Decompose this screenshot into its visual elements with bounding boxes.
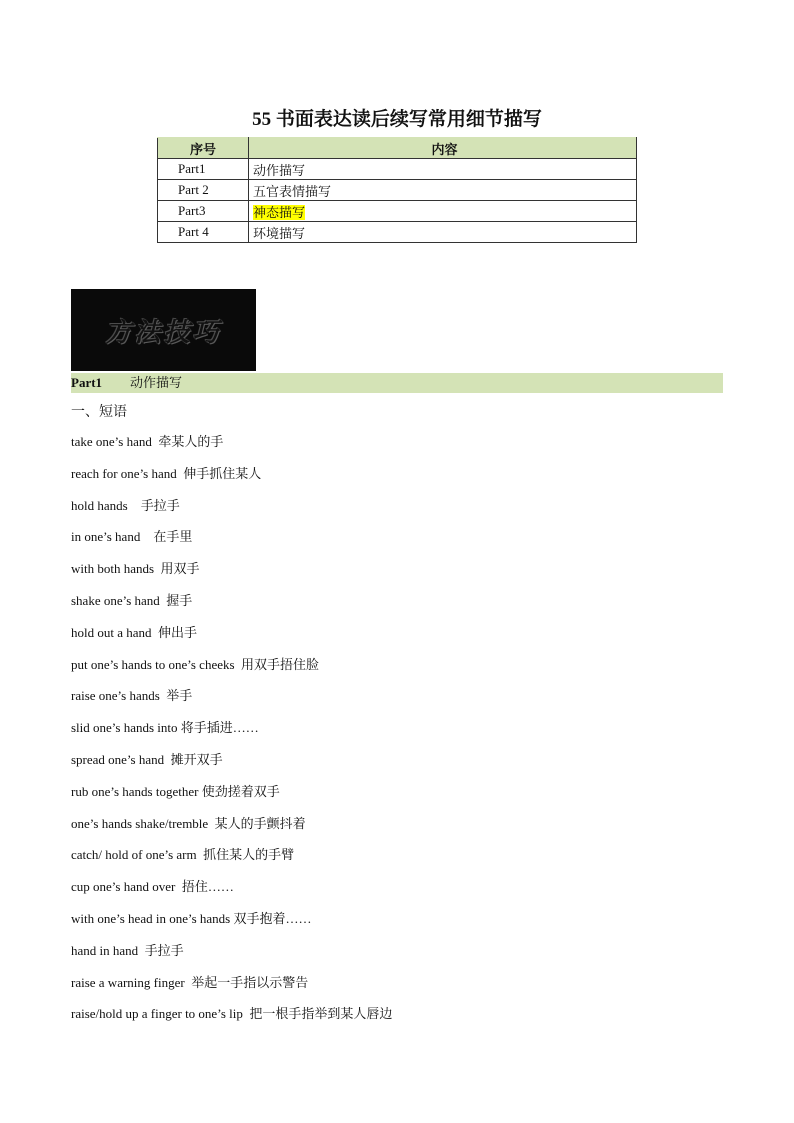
list-item: hand in hand 手拉手 xyxy=(71,942,184,958)
method-tips-banner xyxy=(71,289,256,371)
header-number: 序号 xyxy=(158,138,249,159)
header-content: 内容 xyxy=(249,138,637,159)
row-number: Part 2 xyxy=(158,180,249,201)
list-item: shake one’s hand 握手 xyxy=(71,592,193,608)
phrase-list xyxy=(71,433,392,1037)
section-heading xyxy=(71,373,723,393)
list-item: rub one’s hands together 使劲搓着双手 xyxy=(71,783,280,799)
table-row xyxy=(158,159,637,180)
list-item: hold out a hand 伸出手 xyxy=(71,624,198,640)
section-part: Part1 xyxy=(71,375,103,390)
list-item: catch/ hold of one’s arm 抓住某人的手臂 xyxy=(71,847,295,863)
row-content: 神态描写 xyxy=(253,204,306,220)
list-item: raise one’s hands 举手 xyxy=(71,688,193,704)
table-row xyxy=(158,222,637,243)
list-item: with both hands 用双手 xyxy=(71,561,200,577)
row-content-cell xyxy=(249,180,637,201)
list-item: spread one’s hand 摊开双手 xyxy=(71,751,223,767)
row-content-cell xyxy=(249,222,637,243)
row-content-cell xyxy=(249,159,637,180)
contents-table xyxy=(157,137,637,243)
list-item: with one’s head in one’s hands 双手抱着…… xyxy=(71,910,312,926)
list-item: put one’s hands to one’s cheeks 用双手捂住脸 xyxy=(71,656,320,672)
list-item: raise a warning finger 举起一手指以示警告 xyxy=(71,974,309,990)
row-content: 五官表情描写 xyxy=(253,183,332,199)
document-title: 55 书面表达读后续写常用细节描写 xyxy=(252,109,542,130)
list-item: cup one’s hand over 捂住…… xyxy=(71,879,234,895)
table-row xyxy=(158,180,637,201)
subheading: 一、短语 xyxy=(71,405,127,420)
list-item: in one’s hand 在手里 xyxy=(71,529,193,545)
table-row xyxy=(158,201,637,222)
row-content-cell xyxy=(249,201,637,222)
list-item: raise/hold up a finger to one’s lip 把一根手指举到某人唇边 xyxy=(71,1006,393,1022)
row-content: 环境描写 xyxy=(253,225,306,241)
list-item: one’s hands shake/tremble 某人的手颤抖着 xyxy=(71,815,306,831)
table-header-row xyxy=(158,138,637,159)
section-name: 动作描写 xyxy=(130,375,183,390)
method-tips-label: 方法技巧 xyxy=(105,317,222,348)
list-item: hold hands 手拉手 xyxy=(71,497,180,513)
list-item: reach for one’s hand 伸手抓住某人 xyxy=(71,465,262,481)
list-item: take one’s hand 牵某人的手 xyxy=(71,434,224,449)
row-number: Part3 xyxy=(158,201,249,222)
row-content: 动作描写 xyxy=(253,162,306,178)
row-number: Part1 xyxy=(158,159,249,180)
row-number: Part 4 xyxy=(158,222,249,243)
list-item: slid one’s hands into 将手插进…… xyxy=(71,720,259,736)
